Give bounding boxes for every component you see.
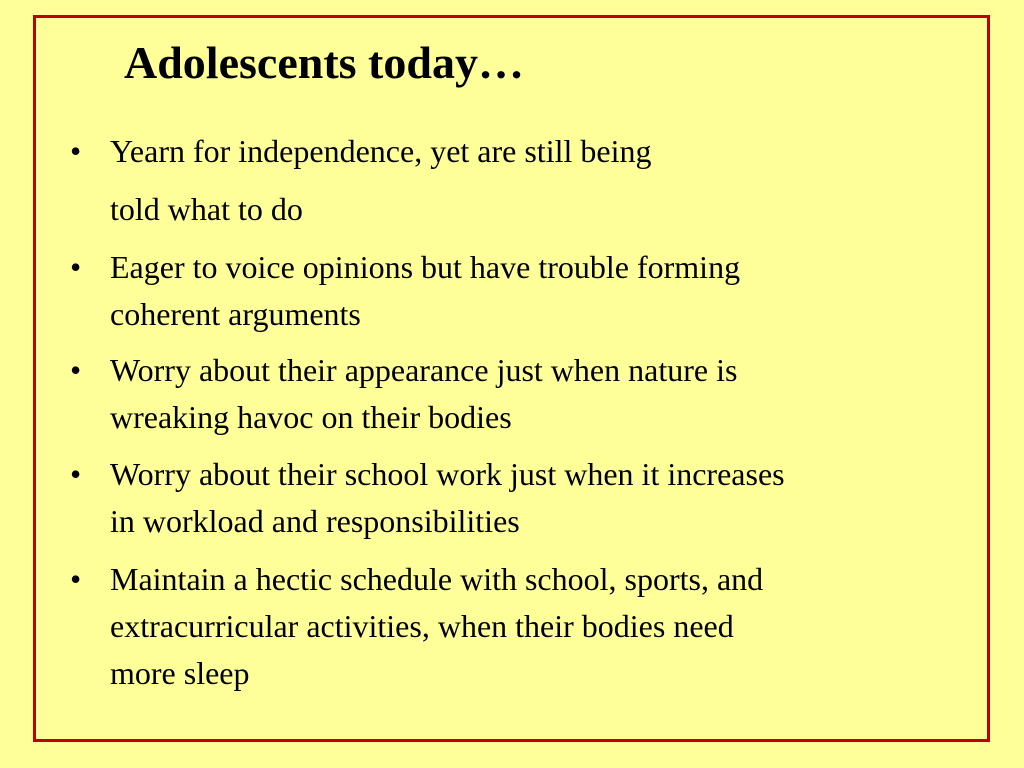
bullet-item [70,244,950,338]
bullet-line: Maintain a hectic schedule with school, sports, and [110,561,764,597]
bullet-text [110,556,950,697]
bullet-marker: • [70,133,82,169]
bullet-marker: • [70,456,82,492]
bullet-line: wreaking havoc on their bodies [110,399,512,435]
bullet-line: Worry about their school work just when it increases [110,456,785,492]
bullet-item [70,451,950,545]
bullet-line: Worry about their appearance just when nature is [110,352,738,388]
bullet-line: Yearn for independence, yet are still being [110,133,652,169]
bullet-item [70,347,950,441]
bullet-line: coherent arguments [110,296,361,332]
slide-title: Adolescents today… [124,37,524,88]
bullet-item [70,556,950,697]
bullet-line: more sleep [110,655,250,691]
bullet-marker: • [70,561,82,597]
bullet-marker: • [70,249,82,285]
bullet-line: extracurricular activities, when their bodies need [110,608,734,644]
bullet-item [70,128,950,233]
bullet-line: Eager to voice opinions but have trouble forming [110,249,741,285]
bullet-marker: • [70,352,82,388]
bullet-line: told what to do [110,191,303,227]
bullet-text [110,244,950,338]
bullet-line: in workload and responsibilities [110,503,520,539]
bullet-text [110,347,950,441]
bullet-text [110,128,950,233]
bullet-text [110,451,950,545]
